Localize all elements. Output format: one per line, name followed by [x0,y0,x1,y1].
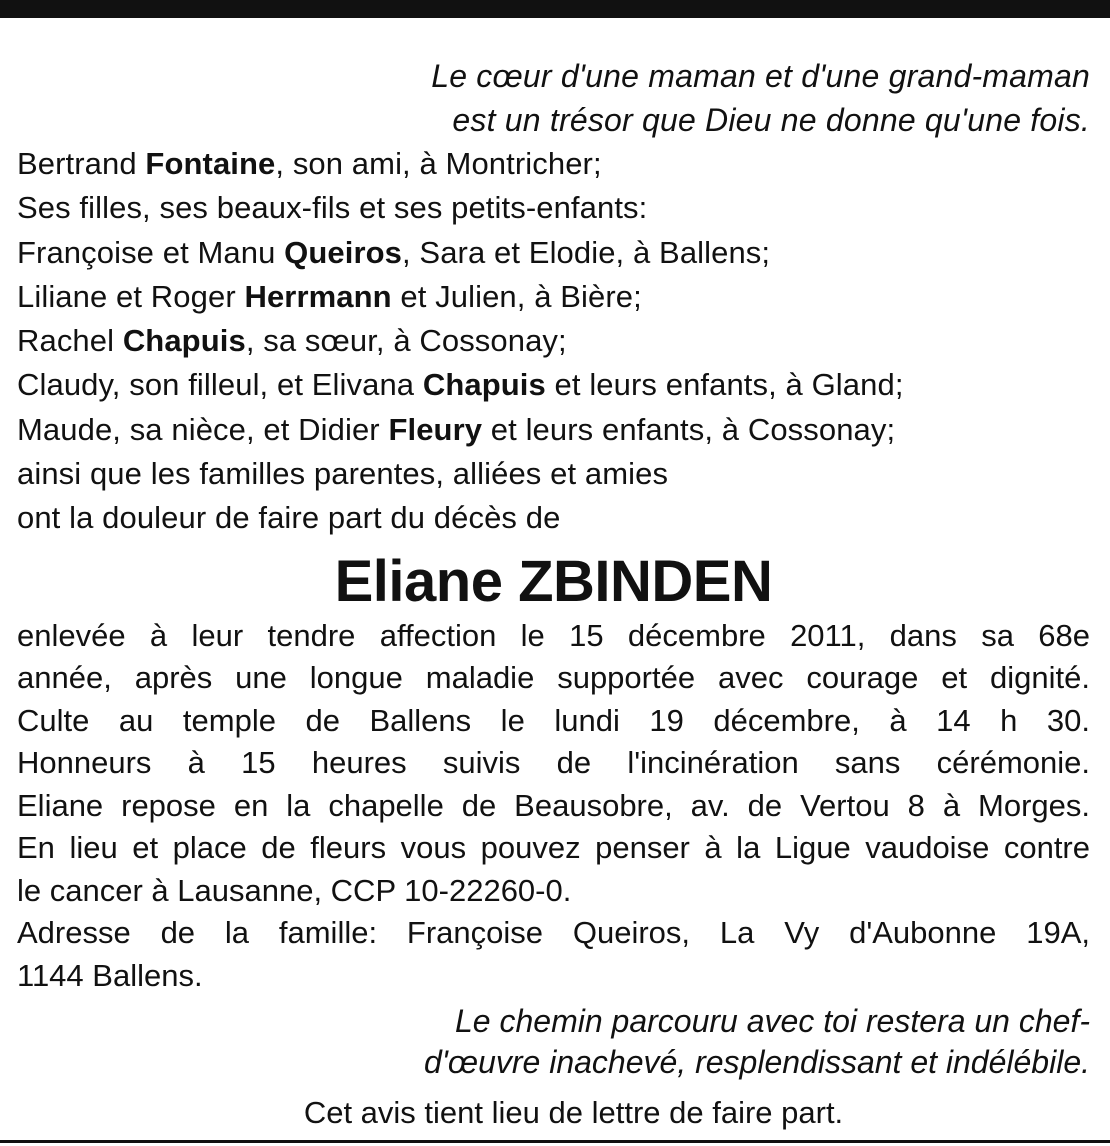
family-text: et leurs enfants, à Cossonay; [482,411,896,447]
details-line: 1144 Ballens. [17,957,203,993]
family-line [17,275,1090,319]
family-surname: Fontaine [145,146,276,181]
family-text: , sa sœur, à Cossonay; [245,323,567,359]
family-surname: Herrmann [244,278,392,314]
family-surname: Chapuis [122,323,246,359]
details-line: le cancer à Lausanne, CCP 10-22260-0. [17,872,572,908]
family-list [17,142,1090,541]
closing-quote [17,1001,1090,1083]
family-text: , son ami, à Montricher; [275,146,602,181]
details-paragraph [17,615,1090,998]
family-surname: Chapuis [422,367,546,403]
family-line [17,186,1090,230]
details-line: année, après une longue maladie supportée avec courage et dignité. [17,660,1090,696]
family-text: ont la douleur de faire part du décès de [17,500,561,536]
bottom-border-rule [0,1140,1110,1143]
family-line [17,408,1090,452]
closing-quote-line: Le chemin parcouru avec toi restera un chef- [455,1003,1090,1040]
details-line: En lieu et place de fleurs vous pouvez penser à la Ligue vaudoise contre [17,830,1090,866]
family-text: ainsi que les familles parentes, alliées et amies [17,456,669,492]
family-surname: Queiros [284,234,402,270]
closing-note: Cet avis tient lieu de lettre de faire part. [303,1095,844,1131]
details-line: Adresse de la famille: Françoise Queiros, La Vy d'Aubonne 19A, [17,915,1090,951]
family-line [17,319,1090,363]
details-line: Culte au temple de Ballens le lundi 19 décembre, à 14 h 30. [17,702,1090,738]
family-text: Françoise et Manu [17,234,285,270]
top-border-rule [0,0,1110,18]
family-line [17,452,1090,496]
family-text: et Julien, à Bière; [391,278,642,314]
details-line: Honneurs à 15 heures suivis de l'incinération sans cérémonie. [17,745,1090,781]
details-line: Eliane repose en la chapelle de Beausobre, av. de Vertou 8 à Morges. [17,787,1090,823]
family-line [17,363,1090,407]
obituary-notice [17,54,1090,1133]
family-line [17,496,1090,540]
closing-quote-line: d'œuvre inachevé, resplendissant et indélébile. [423,1044,1090,1081]
family-text: , Sara et Elodie, à Ballens; [402,234,771,270]
deceased-name: Eliane ZBINDEN [334,548,773,614]
family-text: et leurs enfants, à Gland; [545,367,904,403]
details-line: enlevée à leur tendre affection le 15 décembre 2011, dans sa 68e [17,617,1090,653]
family-line [17,231,1090,275]
family-text: Ses filles, ses beaux-fils et ses petits-enfants: [17,190,648,226]
family-text: Rachel [17,323,123,359]
opening-quote [17,54,1090,142]
family-text: Claudy, son filleul, et Elivana [17,367,423,403]
family-text: Liliane et Roger [17,278,245,314]
opening-quote-line: Le cœur d'une maman et d'une grand-maman [431,58,1090,94]
family-surname: Fleury [388,411,483,447]
family-text: Maude, sa nièce, et Didier [17,411,389,447]
family-line [17,142,1090,186]
opening-quote-line: est un trésor que Dieu ne donne qu'une fois. [452,102,1090,138]
family-text: Bertrand [17,146,146,181]
